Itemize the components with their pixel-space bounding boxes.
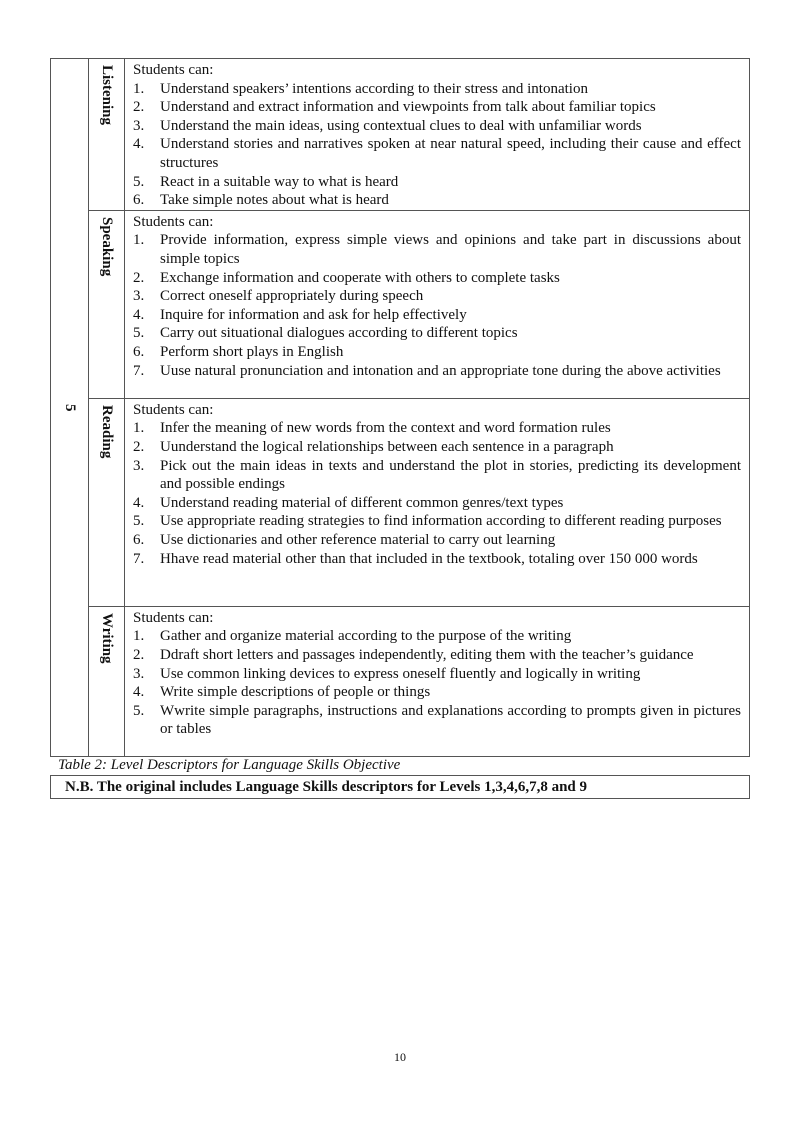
item-number: 5.: [133, 325, 145, 342]
list-item: [133, 438, 741, 457]
skill-row-listening: [51, 59, 750, 211]
students-can-label: Students can:: [133, 62, 214, 78]
list-item: [133, 191, 741, 210]
item-number: 5.: [133, 173, 145, 190]
item-text: Understand and extract information and viewpoints from talk about familiar topics: [160, 99, 656, 116]
item-number: 1.: [133, 232, 145, 249]
item-number: 1.: [133, 80, 145, 97]
list-item: [133, 419, 741, 438]
list-item: [133, 457, 741, 494]
descriptor-list: [133, 419, 741, 568]
list-item: [133, 627, 741, 646]
item-number: 3.: [133, 665, 145, 682]
item-text: Carry out situational dialogues according to different topics: [160, 325, 518, 342]
students-can-label: Students can:: [133, 213, 214, 230]
list-item: [133, 531, 741, 550]
item-number: 6.: [133, 192, 145, 209]
skill-cell: [89, 59, 125, 211]
descriptor-cell: [125, 210, 750, 398]
item-text: Hhave read material other than that included in the textbook, totaling over 150 000 words: [160, 550, 698, 567]
list-item: [133, 269, 741, 288]
item-text: Correct oneself appropriately during speech: [160, 288, 424, 305]
descriptor-list: [133, 627, 741, 739]
descriptor-table: [50, 58, 750, 757]
item-number: 3.: [133, 288, 145, 305]
level-number: 5: [62, 403, 78, 412]
item-number: 2.: [133, 99, 145, 116]
skill-label: Listening: [99, 65, 115, 126]
descriptor-cell: [125, 606, 750, 756]
note-box: N.B. The original includes Language Skills descriptors for Levels 1,3,4,6,7,8 and 9: [50, 775, 750, 799]
list-item: [133, 135, 741, 172]
item-number: 6.: [133, 343, 145, 360]
level-cell: [51, 59, 89, 757]
list-item: [133, 324, 741, 343]
skill-row-writing: [51, 606, 750, 756]
item-text: Understand reading material of different common genres/text types: [160, 494, 564, 511]
item-text: Write simple descriptions of people or things: [160, 684, 431, 701]
item-number: 5.: [133, 513, 145, 530]
item-number: 7.: [133, 550, 145, 567]
item-number: 2.: [133, 646, 145, 663]
item-text: Perform short plays in English: [160, 343, 344, 360]
list-item: [133, 550, 741, 569]
skill-label: Reading: [99, 404, 115, 459]
item-text: Understand stories and narratives spoken at near natural speed, including their cause and effect structures: [160, 136, 741, 171]
skill-row-speaking: [51, 210, 750, 398]
item-text: Uunderstand the logical relationships between each sentence in a paragraph: [160, 438, 614, 455]
skill-cell: [89, 210, 125, 398]
list-item: [133, 665, 741, 684]
table-caption: Table 2: Level Descriptors for Language Skills Objective: [58, 757, 401, 773]
item-text: Use dictionaries and other reference material to carry out learning: [160, 531, 556, 548]
page-number: 10: [394, 1050, 406, 1064]
descriptor-list: [133, 231, 741, 380]
item-text: Understand speakers’ intentions according to their stress and intonation: [160, 80, 588, 97]
item-text: Understand the main ideas, using contextual clues to deal with unfamiliar words: [160, 117, 642, 134]
item-text: Gather and organize material according to the purpose of the writing: [160, 628, 572, 645]
item-number: 3.: [133, 457, 145, 474]
skill-label: Writing: [99, 612, 115, 664]
item-number: 2.: [133, 438, 145, 455]
item-text: Exchange information and cooperate with others to complete tasks: [160, 269, 560, 286]
item-number: 4.: [133, 684, 145, 701]
list-item: [133, 646, 741, 665]
list-item: [133, 306, 741, 325]
item-text: Uuse natural pronunciation and intonation and an appropriate tone during the above activities: [160, 362, 721, 379]
item-text: Provide information, express simple views and opinions and take part in discussions about simple topics: [160, 232, 741, 267]
students-can-label: Students can:: [133, 609, 214, 626]
item-text: Infer the meaning of new words from the context and word formation rules: [160, 420, 611, 437]
descriptor-cell: [125, 59, 750, 211]
item-number: 6.: [133, 531, 145, 548]
descriptor-cell: [125, 398, 750, 606]
item-number: 4.: [133, 494, 145, 511]
item-text: Pick out the main ideas in texts and understand the plot in stories, predicting its development and possible endings: [160, 457, 741, 493]
item-number: 7.: [133, 362, 145, 379]
list-item: [133, 512, 741, 531]
item-text: Inquire for information and ask for help effectively: [160, 306, 467, 323]
item-text: Use appropriate reading strategies to find information according to different reading purposes: [160, 513, 722, 530]
list-item: [133, 287, 741, 306]
item-text: Ddraft short letters and passages independently, editing them with the teacher’s guidance: [160, 646, 694, 663]
list-item: [133, 117, 741, 136]
item-text: Take simple notes about what is heard: [160, 192, 389, 209]
students-can-label: Students can:: [133, 401, 214, 418]
item-number: 4.: [133, 306, 145, 323]
skill-cell: [89, 398, 125, 606]
list-item: [133, 343, 741, 362]
list-item: [133, 98, 741, 117]
item-text: React in a suitable way to what is heard: [160, 173, 399, 190]
list-item: [133, 683, 741, 702]
skill-label: Speaking: [99, 216, 115, 276]
list-item: [133, 702, 741, 739]
list-item: [133, 494, 741, 513]
item-number: 3.: [133, 117, 145, 134]
item-number: 1.: [133, 628, 145, 645]
list-item: [133, 362, 741, 381]
item-text: Wwrite simple paragraphs, instructions and explanations according to prompts given in pictures or tables: [160, 702, 741, 738]
item-number: 1.: [133, 420, 145, 437]
item-number: 5.: [133, 702, 145, 719]
list-item: [133, 173, 741, 192]
list-item: [133, 231, 741, 268]
skill-row-reading: [51, 398, 750, 606]
descriptor-list: [133, 80, 741, 210]
list-item: [133, 80, 741, 99]
skill-cell: [89, 606, 125, 756]
item-text: Use common linking devices to express oneself fluently and logically in writing: [160, 665, 641, 682]
item-number: 2.: [133, 269, 145, 286]
item-number: 4.: [133, 136, 145, 153]
